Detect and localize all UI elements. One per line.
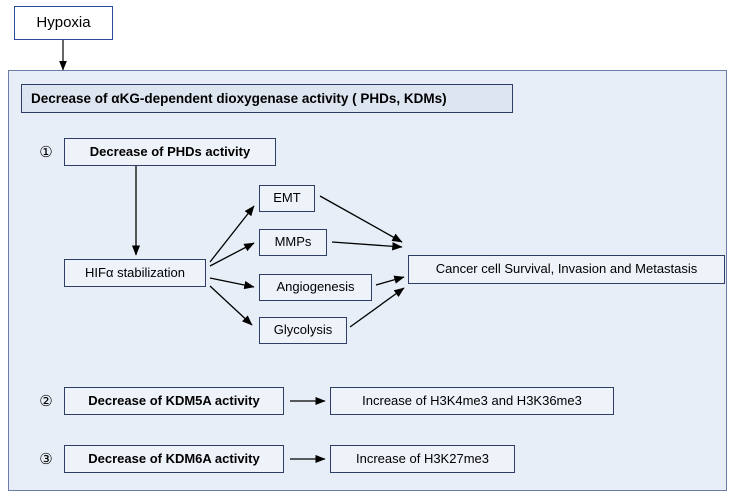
node-mmps-label: MMPs (274, 234, 312, 250)
node-hif-stabilization (64, 259, 206, 287)
node-angiogenesis-label: Angiogenesis (276, 279, 355, 295)
node-glycolysis (259, 317, 347, 344)
node-hypoxia-label: Hypoxia (36, 14, 91, 32)
panel-title-label: Decrease of αKG-dependent dioxygenase activity ( PHDs, KDMs) (31, 91, 447, 106)
node-mmps (259, 229, 327, 256)
node-decrease-phds (64, 138, 276, 166)
marker-one: ① (39, 144, 53, 161)
node-increase-h3k27me3 (330, 445, 515, 473)
node-cancer-outcome-label: Cancer cell Survival, Invasion and Metastasis (435, 261, 698, 277)
node-increase-h3k27me3-label: Increase of H3K27me3 (356, 450, 489, 466)
node-increase-h3k4me3 (330, 387, 614, 415)
node-cancer-outcome (408, 255, 725, 284)
panel-title (21, 84, 513, 113)
node-emt (259, 185, 315, 212)
node-hypoxia (14, 6, 113, 40)
node-decrease-phds-label: Decrease of PHDs activity (89, 143, 251, 159)
node-decrease-kdm6a (64, 445, 284, 473)
node-angiogenesis (259, 274, 372, 301)
node-decrease-kdm5a-label: Decrease of KDM5A activity (88, 392, 260, 408)
marker-three: ③ (39, 451, 53, 468)
node-hif-stabilization-label: HIFα stabilization (85, 264, 185, 280)
node-decrease-kdm6a-label: Decrease of KDM6A activity (88, 450, 260, 466)
node-emt-label: EMT (273, 190, 301, 206)
node-decrease-kdm5a (64, 387, 284, 415)
node-glycolysis-label: Glycolysis (273, 322, 333, 338)
marker-two: ② (39, 393, 53, 410)
node-increase-h3k4me3-label: Increase of H3K4me3 and H3K36me3 (362, 392, 582, 408)
